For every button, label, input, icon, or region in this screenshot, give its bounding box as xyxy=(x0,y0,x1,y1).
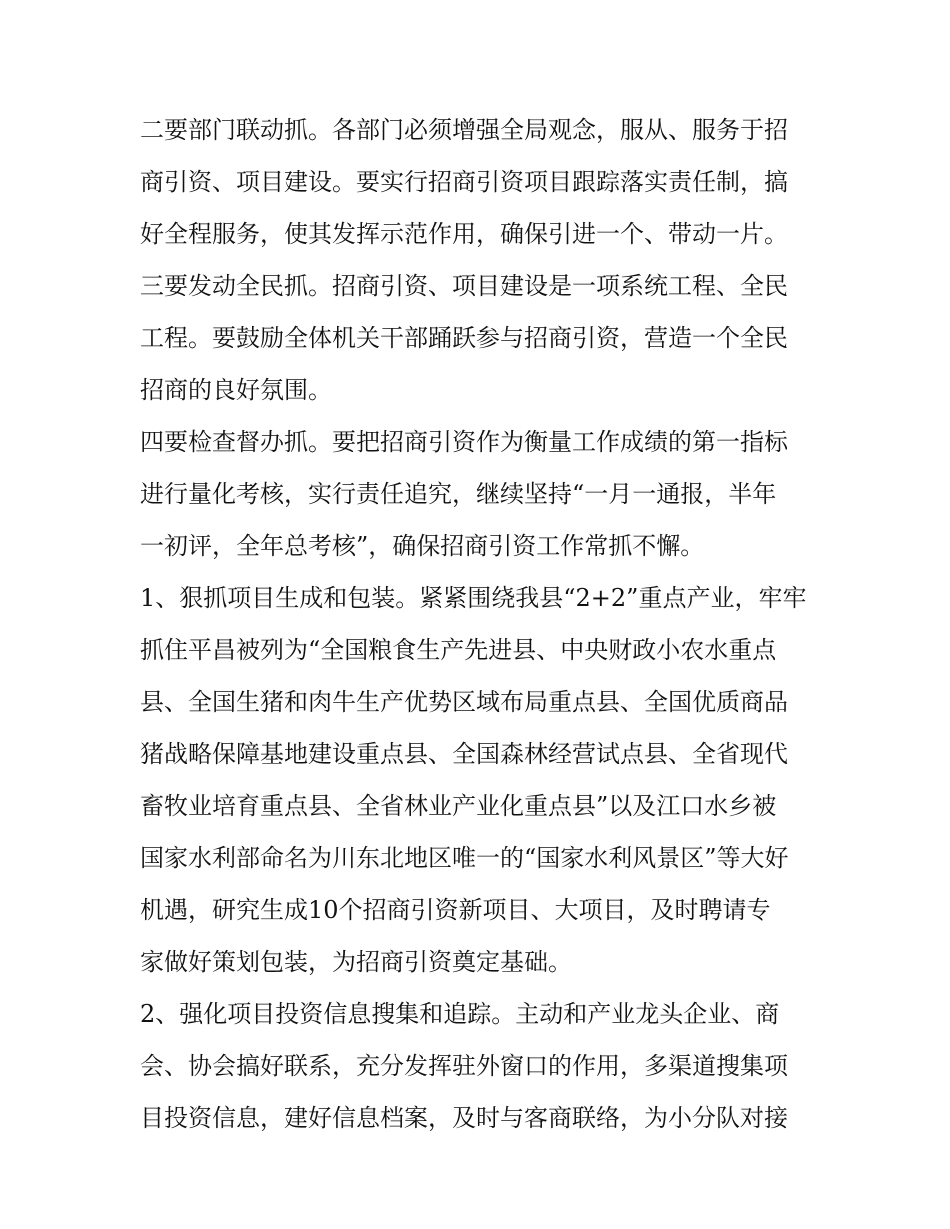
text-line: 目投资信息，建好信息档案，及时与客商联络，为小分队对接 xyxy=(140,1104,788,1132)
text-line: 会、协会搞好联系，充分发挥驻外窗口的作用，多渠道搜集项 xyxy=(140,1052,788,1080)
text-line: 畜牧业培育重点县、全省林业产业化重点县”以及江口水乡被 xyxy=(140,792,777,820)
text-line: 家做好策划包装，为招商引资奠定基础。 xyxy=(140,948,572,976)
text-line: 招商的良好氛围。 xyxy=(140,376,332,404)
paragraph-public xyxy=(140,260,820,416)
paragraph-investment-info xyxy=(140,988,820,1144)
paragraph-supervision xyxy=(140,416,820,572)
text-line: 1、狠抓项目生成和包装。紧紧围绕我县“2+2”重点产业，牢牢 xyxy=(140,584,807,612)
text-line: 好全程服务，使其发挥示范作用，确保引进一个、带动一片。 xyxy=(140,220,788,248)
text-line: 四要检查督办抓。要把招商引资作为衡量工作成绩的第一指标 xyxy=(140,428,788,456)
paragraph-departments xyxy=(140,104,820,260)
text-line: 猪战略保障基地建设重点县、全国森林经营试点县、全省现代 xyxy=(140,740,788,768)
text-line: 进行量化考核，实行责任追究，继续坚持“一月一通报，半年 xyxy=(140,480,777,508)
text-line: 县、全国生猪和肉牛生产优势区域布局重点县、全国优质商品 xyxy=(140,688,788,716)
text-line: 机遇，研究生成10个招商引资新项目、大项目，及时聘请专 xyxy=(140,896,771,924)
text-line: 二要部门联动抓。各部门必须增强全局观念，服从、服务于招 xyxy=(140,116,788,144)
text-line: 2、强化项目投资信息搜集和追踪。主动和产业龙头企业、商 xyxy=(140,1000,780,1028)
text-line: 工程。要鼓励全体机关干部踊跃参与招商引资，营造一个全民 xyxy=(140,324,788,352)
text-line: 抓住平昌被列为“全国粮食生产先进县、中央财政小农水重点 xyxy=(140,636,777,664)
text-line: 商引资、项目建设。要实行招商引资项目跟踪落实责任制，搞 xyxy=(140,168,788,196)
text-line: 国家水利部命名为川东北地区唯一的“国家水利风景区”等大好 xyxy=(140,844,789,872)
document-body xyxy=(140,104,820,1144)
text-line: 三要发动全民抓。招商引资、项目建设是一项系统工程、全民 xyxy=(140,272,788,300)
paragraph-project-generation xyxy=(140,572,820,988)
text-line: 一初评，全年总考核”，确保招商引资工作常抓不懈。 xyxy=(140,532,705,560)
